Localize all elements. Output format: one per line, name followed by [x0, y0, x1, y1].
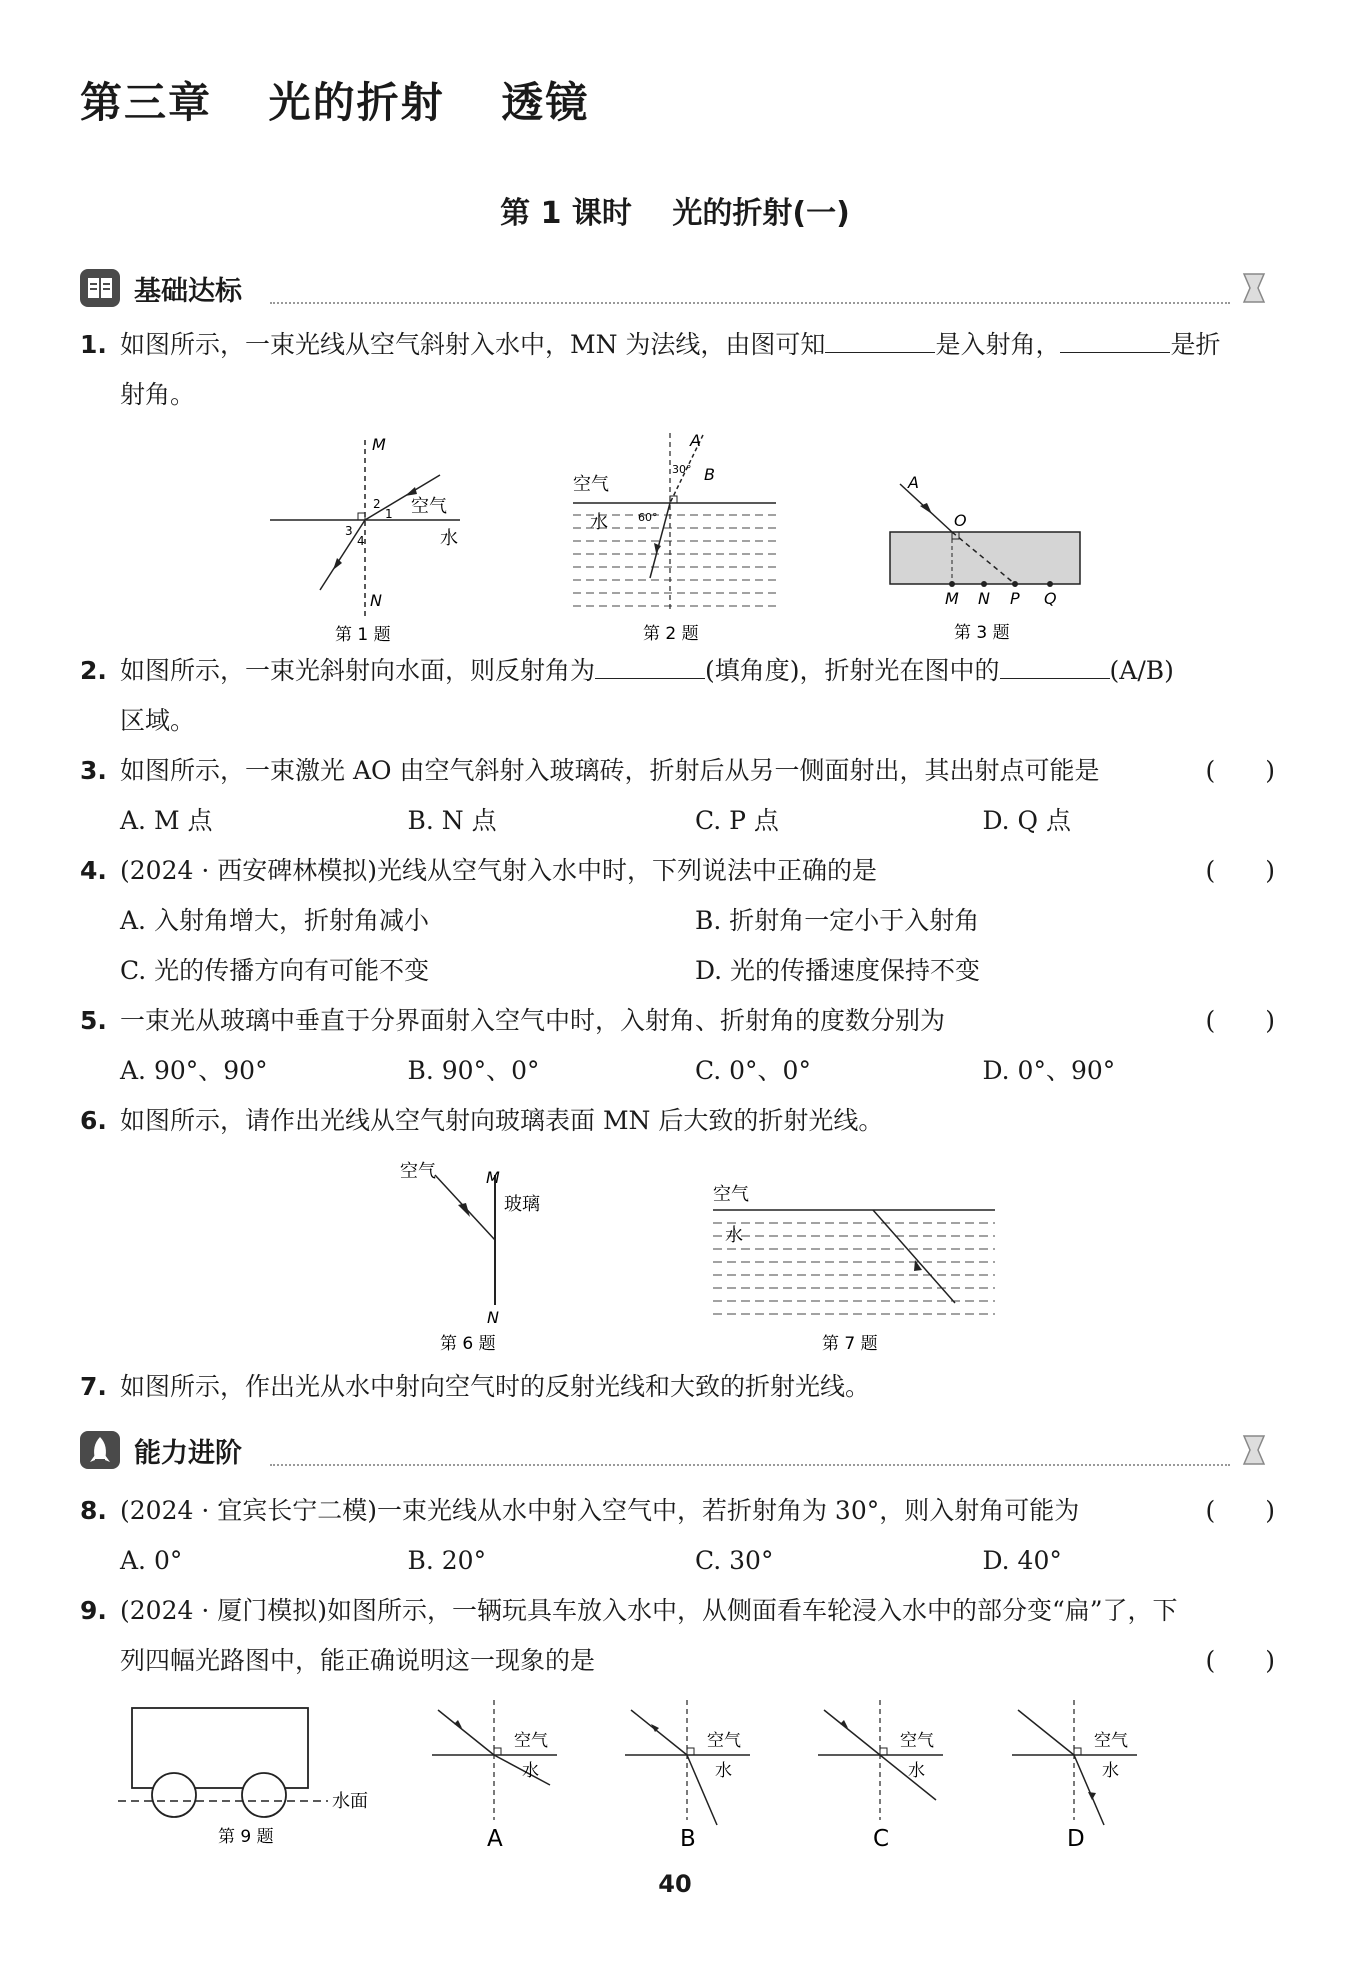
label-M: M: [486, 1168, 500, 1187]
question-text: 射角。: [120, 380, 196, 409]
question-text: (2024 · 西安碑林模拟)光线从空气射入水中时，下列说法中正确的是: [120, 856, 877, 885]
option-D[interactable]: D. 40°: [982, 1546, 1062, 1575]
q3-options: [120, 796, 1270, 846]
angle-3: 3: [345, 524, 353, 538]
question-9: [80, 1586, 1275, 1686]
chapter-subname: 透镜: [501, 78, 590, 127]
option-C[interactable]: C. 0°、0°: [695, 1056, 811, 1085]
right-angle-mark: [494, 1748, 501, 1755]
figure-q7: [705, 1175, 1000, 1355]
label-glass: 玻璃: [504, 1194, 540, 1215]
section-basic-divider: [270, 302, 1230, 304]
section-advanced-divider: [270, 1464, 1230, 1466]
question-5: [80, 996, 1275, 1046]
pin-icon: [1238, 270, 1270, 306]
book-icon: [80, 269, 120, 307]
question-3: [80, 746, 1275, 796]
label-N: N: [370, 591, 382, 610]
question-text: 如图所示，一束激光 AO 由空气斜射入玻璃砖，折射后从另一侧面射出，其出射点可能是: [120, 756, 1100, 785]
optics-diagram-a: [432, 1700, 562, 1855]
label-water-surface: 水面: [332, 1791, 368, 1812]
label-air: 空气: [900, 1731, 934, 1751]
question-text: 如图所示，一束光斜射向水面，则反射角为: [120, 656, 596, 685]
chapter-title: [80, 70, 589, 130]
question-text: 列四幅光路图中，能正确说明这一现象的是: [120, 1646, 596, 1675]
right-angle-mark: [1074, 1748, 1081, 1755]
answer-blank[interactable]: [595, 654, 705, 679]
light-ray-upper: [438, 1710, 494, 1755]
figure-q6: [390, 1155, 570, 1355]
label-water: 水: [725, 1225, 743, 1246]
label-air: 空气: [411, 496, 447, 517]
label-air: 空气: [573, 474, 609, 495]
label-air: 空气: [400, 1161, 436, 1182]
question-text: 是入射角，: [935, 330, 1061, 359]
option-D[interactable]: D. 光的传播速度保持不变: [695, 956, 981, 985]
option-label: A: [487, 1826, 503, 1852]
figure-caption: 第 9 题: [218, 1827, 274, 1847]
option-C[interactable]: C. 30°: [695, 1546, 774, 1575]
question-text: 是折: [1170, 330, 1221, 359]
question-number: 3.: [80, 756, 107, 785]
lesson-name: 光的折射(一): [672, 196, 850, 231]
question-text: 一束光从玻璃中垂直于分界面射入空气中时，入射角、折射角的度数分别为: [120, 1006, 946, 1035]
q4-options: [120, 896, 1270, 996]
option-B[interactable]: B. 90°、0°: [407, 1056, 540, 1085]
section-basic-title: 基础达标: [134, 275, 242, 307]
optics-diagram-b: [625, 1700, 755, 1855]
answer-parenthesis[interactable]: ( ): [1205, 1646, 1275, 1675]
question-7: [80, 1362, 1275, 1412]
question-number: 8.: [80, 1496, 107, 1525]
angle-60: 60°: [638, 511, 658, 524]
answer-blank[interactable]: [1060, 328, 1170, 353]
option-label: D: [1067, 1826, 1085, 1852]
question-text: (填角度)，折射光在图中的: [705, 656, 1000, 685]
figure-q3: [880, 466, 1090, 646]
page-number: 40: [658, 1870, 692, 1898]
q8-options: [120, 1536, 1270, 1586]
section-advanced-title: 能力进阶: [134, 1437, 242, 1469]
light-ray-lower: [1074, 1755, 1104, 1825]
option-label: B: [680, 1826, 696, 1852]
figure-q1: [265, 430, 475, 645]
question-8: [80, 1486, 1275, 1536]
label-water: 水: [440, 528, 458, 549]
answer-parenthesis[interactable]: ( ): [1205, 856, 1275, 885]
point-M: M: [945, 589, 959, 608]
question-2: [80, 646, 1275, 746]
point-P: P: [1010, 589, 1020, 608]
label-water: 水: [715, 1761, 732, 1781]
question-6: [80, 1096, 1275, 1146]
question-text: 如图所示，请作出光线从空气射向玻璃表面 MN 后大致的折射光线。: [120, 1106, 884, 1135]
question-number: 2.: [80, 656, 107, 685]
answer-parenthesis[interactable]: ( ): [1205, 756, 1275, 785]
section-basic-header: [80, 266, 242, 310]
question-number: 4.: [80, 856, 107, 885]
lesson-number: 第 1 课时: [500, 196, 632, 231]
answer-blank[interactable]: [1000, 654, 1110, 679]
chapter-name: 光的折射: [268, 78, 445, 127]
answer-parenthesis[interactable]: ( ): [1205, 1006, 1275, 1035]
optics-diagram-d: [1012, 1700, 1142, 1855]
option-C[interactable]: C. 光的传播方向有可能不变: [120, 956, 430, 985]
question-number: 9.: [80, 1596, 107, 1625]
question-text: (2024 · 厦门模拟)如图所示，一辆玩具车放入水中，从侧面看车轮浸入水中的部分变“扁”了，下: [120, 1596, 1178, 1625]
figure-caption: 第 1 题: [335, 625, 391, 645]
question-text: 如图所示，一束光线从空气斜射入水中，MN 为法线，由图可知: [120, 330, 826, 359]
optics-diagram-c: [818, 1700, 948, 1855]
question-1: [80, 320, 1275, 420]
option-A[interactable]: A. 90°、90°: [120, 1056, 268, 1085]
option-D[interactable]: D. 0°、90°: [982, 1056, 1116, 1085]
region-A: A: [690, 431, 701, 450]
angle-1: 1: [385, 507, 393, 521]
light-ray-upper: [631, 1710, 687, 1755]
label-water: 水: [908, 1761, 925, 1781]
option-B[interactable]: B. 折射角一定小于入射角: [695, 906, 980, 935]
right-angle-mark: [687, 1748, 694, 1755]
answer-blank[interactable]: [825, 328, 935, 353]
option-label: C: [873, 1826, 890, 1852]
question-text: 区域。: [120, 706, 196, 735]
region-B: B: [704, 465, 715, 484]
label-air: 空气: [1094, 1731, 1128, 1751]
question-number: 7.: [80, 1372, 107, 1401]
section-advanced-header: [80, 1428, 242, 1472]
label-O: O: [954, 511, 967, 530]
label-M: M: [372, 435, 386, 454]
figure-caption: 第 3 题: [954, 623, 1010, 643]
figure-caption: 第 7 题: [822, 1334, 878, 1354]
label-water: 水: [522, 1761, 539, 1781]
angle-30: 30°: [672, 463, 692, 476]
right-angle-mark: [880, 1748, 887, 1755]
angle-4: 4: [357, 534, 365, 548]
q5-options: [120, 1046, 1270, 1096]
answer-parenthesis[interactable]: ( ): [1205, 1496, 1275, 1525]
label-A: A: [908, 473, 919, 492]
option-A[interactable]: A. 0°: [120, 1546, 183, 1575]
question-number: 1.: [80, 330, 107, 359]
rocket-icon: [80, 1431, 120, 1469]
pin-icon: [1238, 1432, 1270, 1468]
figure-caption: 第 2 题: [643, 624, 699, 644]
option-D[interactable]: D. Q 点: [982, 806, 1071, 835]
option-A[interactable]: A. 入射角增大，折射角减小: [120, 906, 429, 935]
label-N: N: [487, 1308, 499, 1327]
point-Q: Q: [1044, 589, 1057, 608]
question-text: (A/B): [1109, 656, 1174, 685]
question-text: (2024 · 宜宾长宁二模)一束光线从水中射入空气中，若折射角为 30°，则入射角可能为: [120, 1496, 1080, 1525]
question-text: 如图所示，作出光从水中射向空气时的反射光线和大致的折射光线。: [120, 1372, 871, 1401]
question-number: 6.: [80, 1106, 107, 1135]
label-air: 空气: [707, 1731, 741, 1751]
option-B[interactable]: B. N 点: [407, 806, 497, 835]
option-C[interactable]: C. P 点: [695, 806, 779, 835]
label-air: 空气: [514, 1731, 548, 1751]
option-A[interactable]: A. M 点: [120, 806, 213, 835]
light-ray-lower: [687, 1755, 717, 1825]
figure-q9-car: [110, 1700, 390, 1850]
label-air: 空气: [713, 1184, 749, 1205]
chapter-number: 第三章: [80, 78, 213, 127]
label-water: 水: [1102, 1761, 1119, 1781]
question-number: 5.: [80, 1006, 107, 1035]
point-N: N: [978, 589, 990, 608]
light-ray-upper: [1018, 1710, 1074, 1755]
option-B[interactable]: B. 20°: [407, 1546, 487, 1575]
figure-caption: 第 6 题: [440, 1334, 496, 1354]
question-4: [80, 846, 1275, 896]
light-ray-upper: [824, 1710, 880, 1755]
figure-q2: [568, 428, 783, 646]
lesson-title: [0, 188, 1350, 232]
ray-arrow: [1088, 1792, 1096, 1800]
angle-2: 2: [373, 497, 381, 511]
label-water: 水: [590, 512, 608, 533]
